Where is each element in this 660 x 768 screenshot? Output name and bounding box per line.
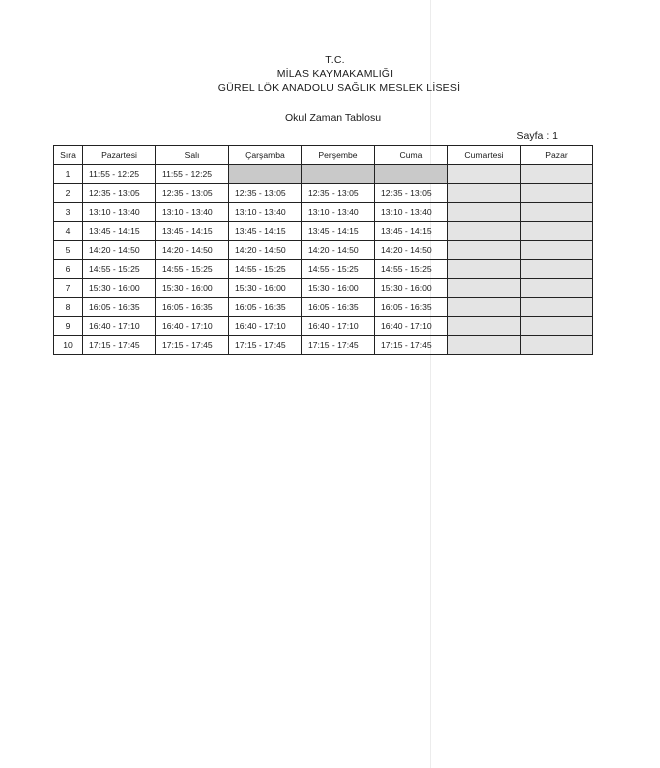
column-header: Pazartesi [83,146,156,165]
table-row [54,222,593,241]
time-slot-cell: 16:05 - 16:35 [83,298,156,317]
time-slot-cell: 12:35 - 13:05 [83,184,156,203]
time-slot-cell: 15:30 - 16:00 [302,279,375,298]
column-header: Salı [156,146,229,165]
time-slot-cell: 16:40 - 17:10 [375,317,448,336]
time-slot-cell: 13:45 - 14:15 [229,222,302,241]
row-number: 8 [54,298,83,317]
document-header [0,53,660,95]
table-header-row [54,146,593,165]
time-slot-cell: 13:45 - 14:15 [302,222,375,241]
table-row [54,298,593,317]
column-header: Cuma [375,146,448,165]
time-slot-cell: 17:15 - 17:45 [229,336,302,355]
row-number: 4 [54,222,83,241]
row-number: 2 [54,184,83,203]
empty-cell [521,298,593,317]
time-slot-cell: 14:55 - 15:25 [83,260,156,279]
empty-cell [521,336,593,355]
time-slot-cell: 12:35 - 13:05 [156,184,229,203]
time-slot-cell: 13:45 - 14:15 [83,222,156,241]
time-slot-cell: 12:35 - 13:05 [302,184,375,203]
table-row [54,279,593,298]
table-row [54,336,593,355]
time-slot-cell: 11:55 - 12:25 [156,165,229,184]
time-slot-cell: 16:40 - 17:10 [83,317,156,336]
document-title: Okul Zaman Tablosu [284,112,382,124]
time-slot-cell: 15:30 - 16:00 [156,279,229,298]
table-row [54,203,593,222]
time-slot-cell: 14:20 - 14:50 [302,241,375,260]
time-slot-cell: 16:05 - 16:35 [375,298,448,317]
column-header: Perşembe [302,146,375,165]
empty-cell [521,241,593,260]
row-number: 6 [54,260,83,279]
table-row [54,165,593,184]
time-slot-cell: 13:10 - 13:40 [302,203,375,222]
time-slot-cell: 13:10 - 13:40 [229,203,302,222]
time-slot-cell: 15:30 - 16:00 [229,279,302,298]
row-number: 7 [54,279,83,298]
time-slot-cell: 15:30 - 16:00 [83,279,156,298]
time-slot-cell: 16:05 - 16:35 [302,298,375,317]
empty-cell [448,317,521,336]
time-slot-cell: 14:55 - 15:25 [156,260,229,279]
empty-cell [375,165,448,184]
empty-cell [448,336,521,355]
time-slot-cell: 16:05 - 16:35 [156,298,229,317]
time-slot-cell: 13:10 - 13:40 [83,203,156,222]
header-tc: T.C. [325,54,345,66]
empty-cell [448,222,521,241]
time-slot-cell: 13:10 - 13:40 [375,203,448,222]
column-header: Çarşamba [229,146,302,165]
time-slot-cell: 12:35 - 13:05 [229,184,302,203]
time-slot-cell: 17:15 - 17:45 [156,336,229,355]
schedule-table [53,145,593,355]
time-slot-cell: 16:40 - 17:10 [302,317,375,336]
row-number: 5 [54,241,83,260]
time-slot-cell: 14:55 - 15:25 [229,260,302,279]
column-header: Sıra [54,146,83,165]
time-slot-cell: 14:20 - 14:50 [229,241,302,260]
time-slot-cell: 14:55 - 15:25 [302,260,375,279]
column-header: Pazar [521,146,593,165]
table-row [54,317,593,336]
time-slot-cell: 14:20 - 14:50 [375,241,448,260]
empty-cell [448,165,521,184]
time-slot-cell: 13:10 - 13:40 [156,203,229,222]
time-slot-cell: 16:40 - 17:10 [229,317,302,336]
time-slot-cell: 14:20 - 14:50 [156,241,229,260]
page-number: Sayfa : 1 [516,130,558,142]
header-district: MİLAS KAYMAKAMLIĞI [276,68,394,80]
table-row [54,260,593,279]
header-school-name: GÜREL LÖK ANADOLU SAĞLIK MESLEK LİSESİ [217,82,461,94]
empty-cell [521,222,593,241]
empty-cell [229,165,302,184]
empty-cell [521,184,593,203]
empty-cell [302,165,375,184]
empty-cell [448,203,521,222]
empty-cell [521,165,593,184]
row-number: 10 [54,336,83,355]
time-slot-cell: 17:15 - 17:45 [302,336,375,355]
row-number: 1 [54,165,83,184]
column-header: Cumartesi [448,146,521,165]
empty-cell [521,317,593,336]
time-slot-cell: 16:05 - 16:35 [229,298,302,317]
time-slot-cell: 14:55 - 15:25 [375,260,448,279]
empty-cell [521,203,593,222]
time-slot-cell: 15:30 - 16:00 [375,279,448,298]
time-slot-cell: 14:20 - 14:50 [83,241,156,260]
time-slot-cell: 11:55 - 12:25 [83,165,156,184]
table-row [54,184,593,203]
time-slot-cell: 13:45 - 14:15 [156,222,229,241]
table-row [54,241,593,260]
time-slot-cell: 16:40 - 17:10 [156,317,229,336]
time-slot-cell: 17:15 - 17:45 [375,336,448,355]
time-slot-cell: 13:45 - 14:15 [375,222,448,241]
row-number: 9 [54,317,83,336]
empty-cell [448,184,521,203]
empty-cell [521,260,593,279]
empty-cell [448,260,521,279]
row-number: 3 [54,203,83,222]
empty-cell [448,241,521,260]
empty-cell [448,279,521,298]
empty-cell [448,298,521,317]
time-slot-cell: 17:15 - 17:45 [83,336,156,355]
time-slot-cell: 12:35 - 13:05 [375,184,448,203]
empty-cell [521,279,593,298]
